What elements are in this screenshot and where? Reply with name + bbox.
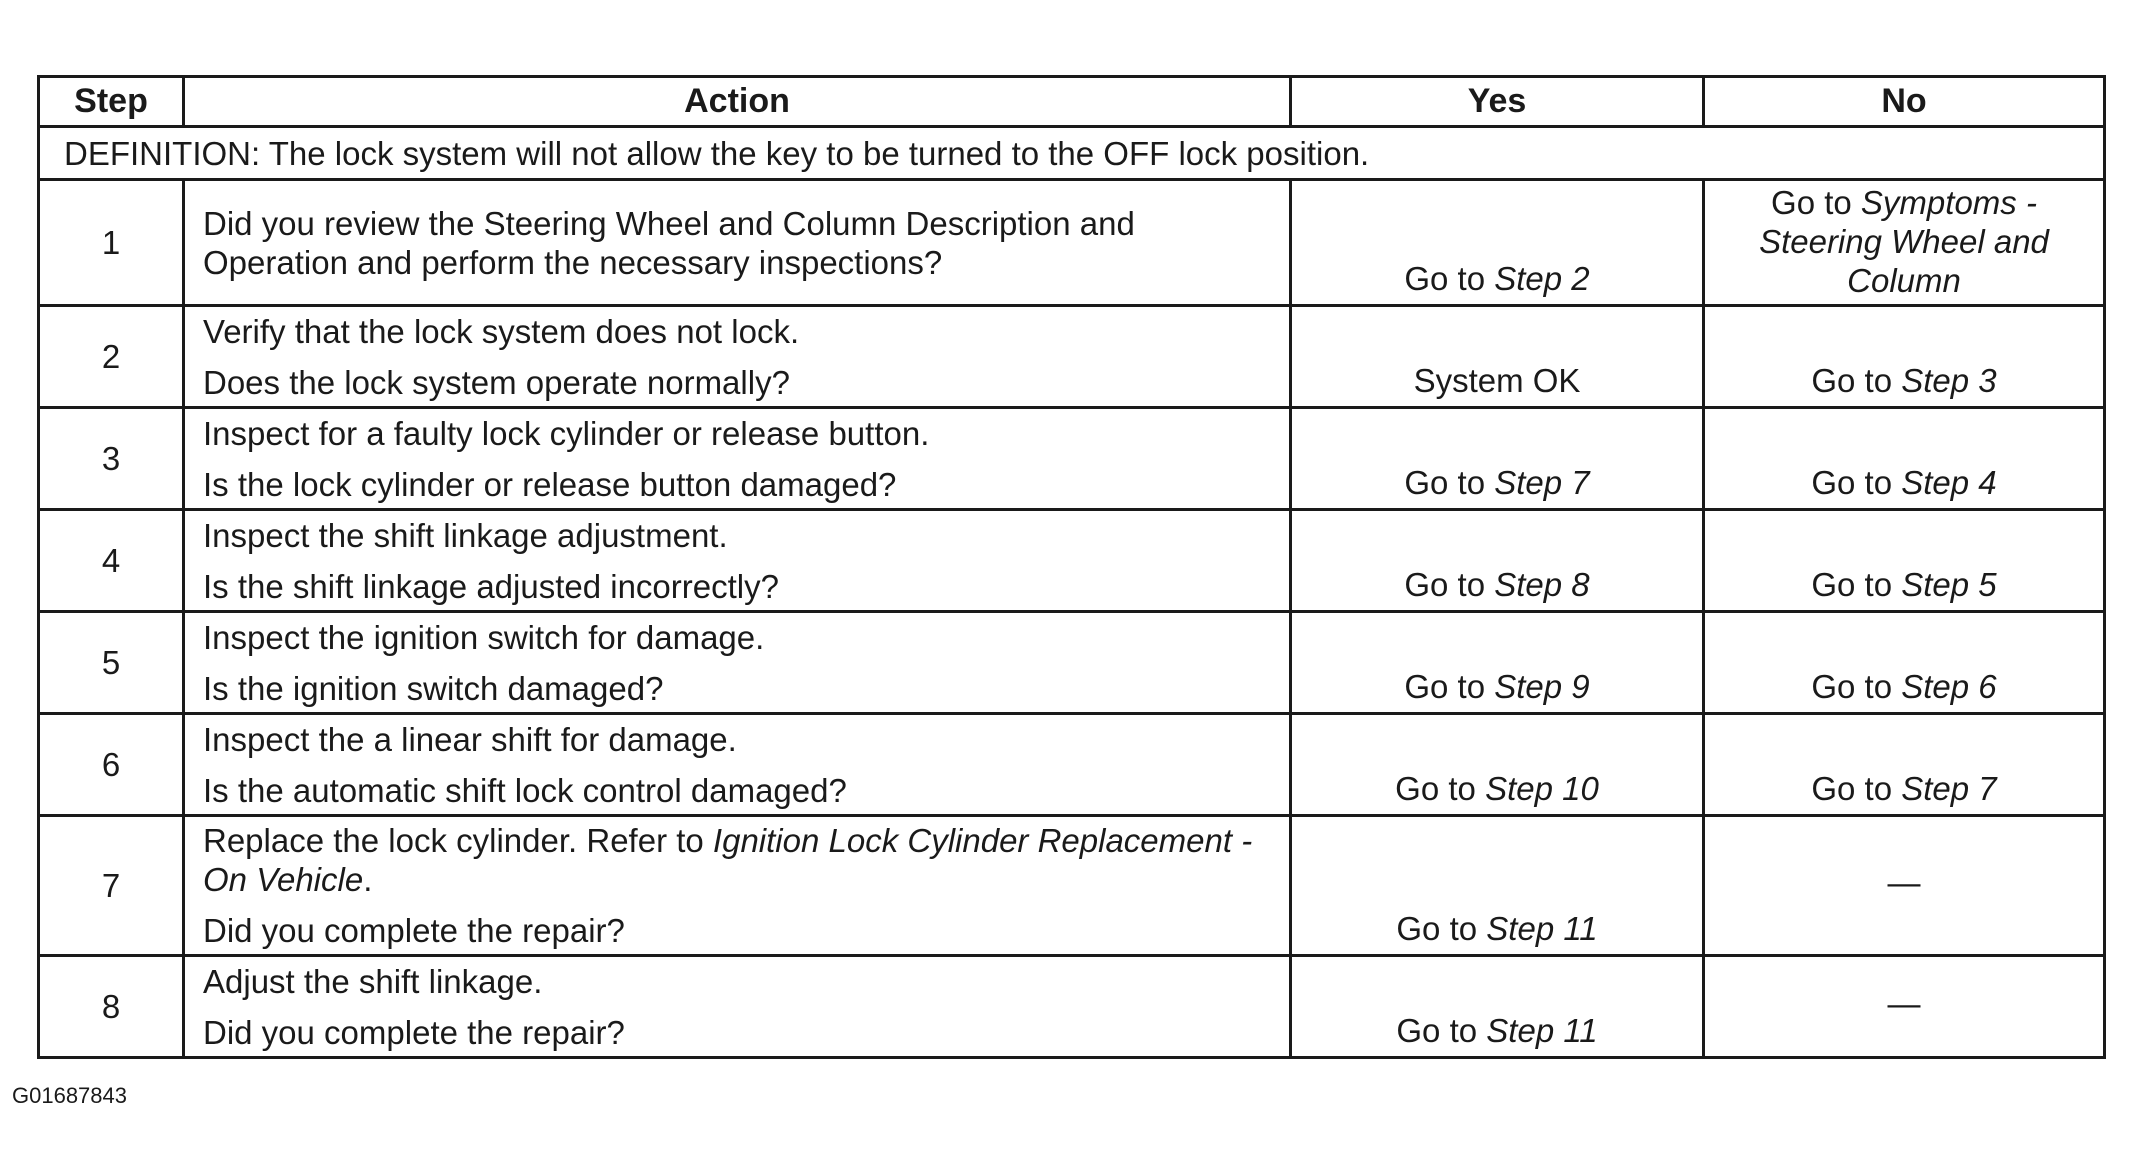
step-number: 6 xyxy=(39,714,184,816)
yes-step-link[interactable]: Step 8 xyxy=(1494,566,1590,603)
yes-cell xyxy=(1291,180,1704,306)
yes-step-link[interactable]: Step 2 xyxy=(1494,260,1590,297)
table-row xyxy=(39,408,2105,510)
no-cell xyxy=(1704,306,2105,408)
action-question: Did you complete the repair? xyxy=(203,1013,625,1051)
no-cell xyxy=(1704,816,2105,956)
step-number: 4 xyxy=(39,510,184,612)
step-number: 2 xyxy=(39,306,184,408)
diagnostic-table xyxy=(37,75,2106,1059)
header-action: Action xyxy=(184,77,1291,127)
yes-prefix: Go to xyxy=(1404,260,1495,297)
no-step-link[interactable]: Step 5 xyxy=(1901,566,1997,603)
no-dash: — xyxy=(1887,864,1921,901)
definition-row xyxy=(39,127,2105,180)
table-row xyxy=(39,180,2105,306)
yes-cell: System OK xyxy=(1291,306,1704,408)
no-cell xyxy=(1704,956,2105,1058)
yes-prefix: Go to xyxy=(1404,464,1495,501)
action-instruction-prefix: Replace the lock cylinder. Refer to xyxy=(203,822,713,859)
action-instruction-suffix: . xyxy=(363,861,373,898)
no-prefix: Go to xyxy=(1811,770,1902,807)
yes-prefix: Go to xyxy=(1396,1012,1487,1049)
yes-prefix: Go to xyxy=(1395,770,1486,807)
action-cell xyxy=(184,816,1291,956)
yes-prefix: Go to xyxy=(1396,910,1487,947)
no-cell xyxy=(1704,612,2105,714)
step-number: 8 xyxy=(39,956,184,1058)
yes-cell xyxy=(1291,956,1704,1058)
no-step-link[interactable]: Step 7 xyxy=(1901,770,1997,807)
yes-step-link[interactable]: Step 11 xyxy=(1486,1012,1598,1049)
yes-cell xyxy=(1291,714,1704,816)
no-cell xyxy=(1704,408,2105,510)
action-question: Is the ignition switch damaged? xyxy=(203,669,664,707)
no-dash: — xyxy=(1887,985,1921,1022)
step-number: 5 xyxy=(39,612,184,714)
yes-step-link[interactable]: Step 7 xyxy=(1494,464,1590,501)
table-row xyxy=(39,510,2105,612)
no-prefix: Go to xyxy=(1811,566,1902,603)
no-prefix: Go to xyxy=(1811,668,1902,705)
action-instruction: Verify that the lock system does not lock. xyxy=(203,312,800,350)
no-prefix: Go to xyxy=(1811,464,1902,501)
action-instruction: Inspect the ignition switch for damage. xyxy=(203,618,765,656)
action-instruction: Inspect the a linear shift for damage. xyxy=(203,720,737,758)
no-cell xyxy=(1704,180,2105,306)
no-step-link[interactable]: Step 3 xyxy=(1901,362,1997,399)
no-step-link[interactable]: Step 4 xyxy=(1901,464,1997,501)
yes-cell xyxy=(1291,408,1704,510)
action-cell xyxy=(184,612,1291,714)
action-question: Is the lock cylinder or release button damaged? xyxy=(203,465,897,503)
action-question: Does the lock system operate normally? xyxy=(203,363,790,401)
figure-id: G01687843 xyxy=(12,1083,127,1108)
no-step-link[interactable]: Step 6 xyxy=(1901,668,1997,705)
action-instruction: Inspect the shift linkage adjustment. xyxy=(203,516,728,554)
action-cell xyxy=(184,956,1291,1058)
header-no: No xyxy=(1704,77,2105,127)
yes-step-link[interactable]: Step 11 xyxy=(1486,910,1598,947)
yes-prefix: Go to xyxy=(1404,566,1495,603)
action-cell xyxy=(184,408,1291,510)
action-instruction: Inspect for a faulty lock cylinder or release button. xyxy=(203,414,930,452)
yes-prefix: Go to xyxy=(1404,668,1495,705)
table-row xyxy=(39,612,2105,714)
action-text: Did you review the Steering Wheel and Column Description and Operation and perform the necessary inspections? xyxy=(203,204,1135,281)
action-cell xyxy=(184,510,1291,612)
step-number: 1 xyxy=(39,180,184,306)
step-number: 3 xyxy=(39,408,184,510)
definition-text: DEFINITION: The lock system will not allow the key to be turned to the OFF lock position. xyxy=(39,127,2105,180)
action-cell xyxy=(184,306,1291,408)
header-step: Step xyxy=(39,77,184,127)
yes-step-link[interactable]: Step 10 xyxy=(1485,770,1599,807)
no-cell xyxy=(1704,714,2105,816)
table-row xyxy=(39,306,2105,408)
no-prefix: Go to xyxy=(1811,362,1902,399)
action-question: Is the shift linkage adjusted incorrectly? xyxy=(203,567,779,605)
yes-cell xyxy=(1291,816,1704,956)
yes-cell xyxy=(1291,612,1704,714)
step-number: 7 xyxy=(39,816,184,956)
action-cell xyxy=(184,180,1291,306)
yes-step-link[interactable]: Step 9 xyxy=(1494,668,1590,705)
header-yes: Yes xyxy=(1291,77,1704,127)
no-symptoms-link[interactable]: Symptoms - Steering Wheel and Column xyxy=(1759,184,2049,299)
action-cell xyxy=(184,714,1291,816)
table-header-row xyxy=(39,77,2105,127)
action-instruction: Adjust the shift linkage. xyxy=(203,962,543,1000)
no-prefix: Go to xyxy=(1771,184,1861,221)
action-instruction xyxy=(203,821,1271,899)
no-cell xyxy=(1704,510,2105,612)
action-question: Is the automatic shift lock control damaged? xyxy=(203,771,847,809)
table-row xyxy=(39,956,2105,1058)
table-row xyxy=(39,816,2105,956)
action-question: Did you complete the repair? xyxy=(203,912,625,949)
table-row xyxy=(39,714,2105,816)
procedure-reference-link[interactable]: Ignition Lock Cylinder Replacement - On Vehicle xyxy=(203,822,1253,898)
yes-cell xyxy=(1291,510,1704,612)
